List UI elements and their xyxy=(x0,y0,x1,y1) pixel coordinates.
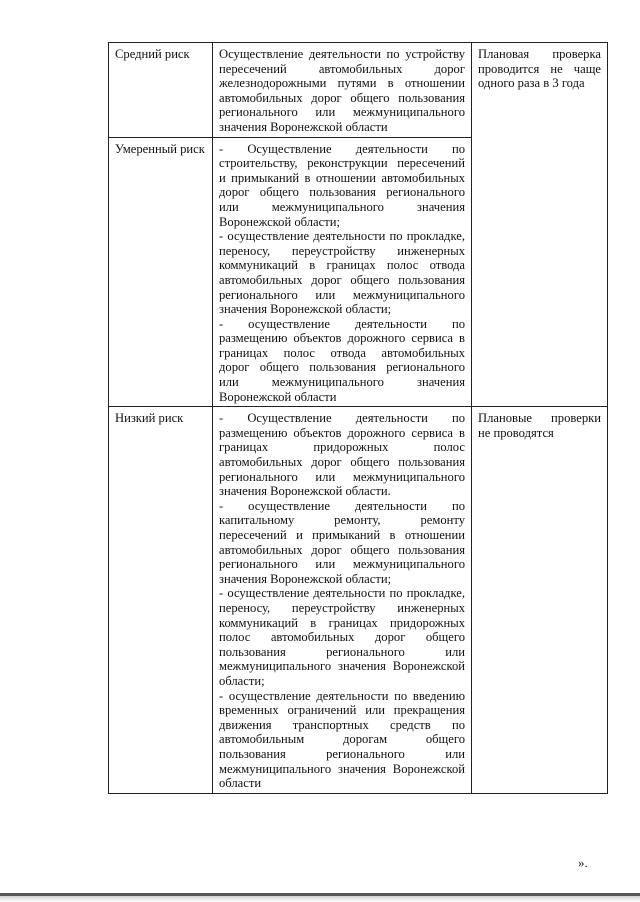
risk-category-cell xyxy=(109,43,213,138)
risk-category-label: Низкий риск xyxy=(115,411,184,426)
activity-line: - Осуществление деятельности по xyxy=(219,411,465,426)
activity-text xyxy=(219,47,465,135)
activity-text xyxy=(219,411,465,790)
activity-line: - осуществление деятельности по прокладке, xyxy=(219,586,465,601)
frequency-line: Плановые проверки xyxy=(478,411,601,426)
risk-category-table xyxy=(108,42,608,794)
frequency-line: не проводятся xyxy=(478,425,554,440)
inspection-frequency-cell xyxy=(472,407,608,793)
activity-line: регионального или межмуниципального xyxy=(219,287,465,302)
activity-line: - Осуществление деятельности по xyxy=(219,141,465,156)
activity-cell xyxy=(213,137,472,407)
frequency-line: Плановая проверка xyxy=(478,47,601,61)
scan-edge-shade xyxy=(0,896,640,902)
activity-line: - осуществление деятельности по xyxy=(219,498,465,513)
activity-cell xyxy=(213,407,472,793)
activity-line: значения Воронежской области. xyxy=(219,484,391,499)
activity-line: автомобильных дорог общего пользования xyxy=(219,90,465,105)
activity-line: переносу, переустройству инженерных xyxy=(219,600,465,615)
activity-line: области; xyxy=(219,673,265,688)
frequency-line: проводится не чаще xyxy=(478,61,601,76)
risk-category-cell xyxy=(109,407,213,793)
activity-line: Осуществление деятельности по устройству xyxy=(219,47,465,61)
activity-line: коммуникаций в границах придорожных xyxy=(219,615,465,630)
activity-line: Воронежской области; xyxy=(219,214,340,229)
activity-line: значения Воронежской области; xyxy=(219,571,392,586)
activity-line: регионального или межмуниципального xyxy=(219,557,465,572)
activity-line: границах придорожных полос xyxy=(219,440,465,455)
activity-text xyxy=(219,142,465,405)
activity-line: полос автомобильных дорог общего xyxy=(219,630,465,645)
activity-line: автомобильным дорогам общего xyxy=(219,732,465,747)
activity-line: пересечений автомобильных дорог xyxy=(219,61,465,76)
activity-line: пользования регионального или xyxy=(219,644,465,659)
inspection-frequency-cell xyxy=(472,43,608,407)
activity-line: размещению объектов дорожного сервиса в xyxy=(219,425,465,440)
activity-line: межмуниципального значения Воронежской xyxy=(219,659,465,674)
activity-line: строительству, реконструкции пересечений xyxy=(219,156,465,171)
activity-line: пересечений и примыканий в отношении xyxy=(219,528,465,542)
activity-line: регионального или межмуниципального xyxy=(219,105,465,120)
activity-line: или межмуниципального значения xyxy=(219,375,465,390)
activity-line: регионального или межмуниципального xyxy=(219,469,465,484)
risk-category-label: Умеренный риск xyxy=(115,141,205,156)
activity-line: переносу, переустройству инженерных xyxy=(219,243,465,258)
frequency-line: одного раза в 3 года xyxy=(478,76,585,91)
activity-line: межмуниципального значения Воронежской xyxy=(219,761,465,776)
activity-line: движения транспортных средств по xyxy=(219,717,465,732)
activity-line: коммуникаций в границах полос отвода xyxy=(219,258,465,273)
activity-line: временных ограничений или прекращения xyxy=(219,703,465,718)
inspection-frequency-text xyxy=(478,47,601,91)
activity-line: значения Воронежской области xyxy=(219,119,388,134)
table-row xyxy=(109,407,608,793)
activity-line: автомобильных дорог общего пользования xyxy=(219,272,465,287)
activity-line: автомобильных дорог общего пользования xyxy=(219,455,465,470)
activity-cell xyxy=(213,43,472,138)
activity-line: дорог общего пользования регионального xyxy=(219,360,465,375)
activity-line: - осуществление деятельности по xyxy=(219,316,465,331)
activity-line: границах полос отвода автомобильных xyxy=(219,345,465,360)
closing-quote-mark: ». xyxy=(578,855,588,870)
activity-line: или межмуниципального значения xyxy=(219,199,465,214)
inspection-frequency-text xyxy=(478,411,601,440)
activity-line: области xyxy=(219,776,262,791)
risk-category-cell xyxy=(109,137,213,407)
risk-category-label: Средний риск xyxy=(115,47,190,61)
activity-line: дорог общего пользования регионального xyxy=(219,185,465,200)
activity-line: - осуществление деятельности по прокладке, xyxy=(219,229,465,244)
activity-line: пользования регионального или xyxy=(219,746,465,761)
activity-line: капитальному ремонту, ремонту xyxy=(219,513,465,528)
activity-line: размещению объектов дорожного сервиса в xyxy=(219,331,465,346)
activity-line: железнодорожными путями в отношении xyxy=(219,76,465,91)
table-row xyxy=(109,43,608,138)
activity-line: и примыканий в отношении автомобильных xyxy=(219,170,465,185)
activity-line: автомобильных дорог общего пользования xyxy=(219,542,465,557)
activity-line: - осуществление деятельности по введению xyxy=(219,688,465,703)
activity-line: значения Воронежской области; xyxy=(219,302,392,317)
activity-line: Воронежской области xyxy=(219,389,337,404)
